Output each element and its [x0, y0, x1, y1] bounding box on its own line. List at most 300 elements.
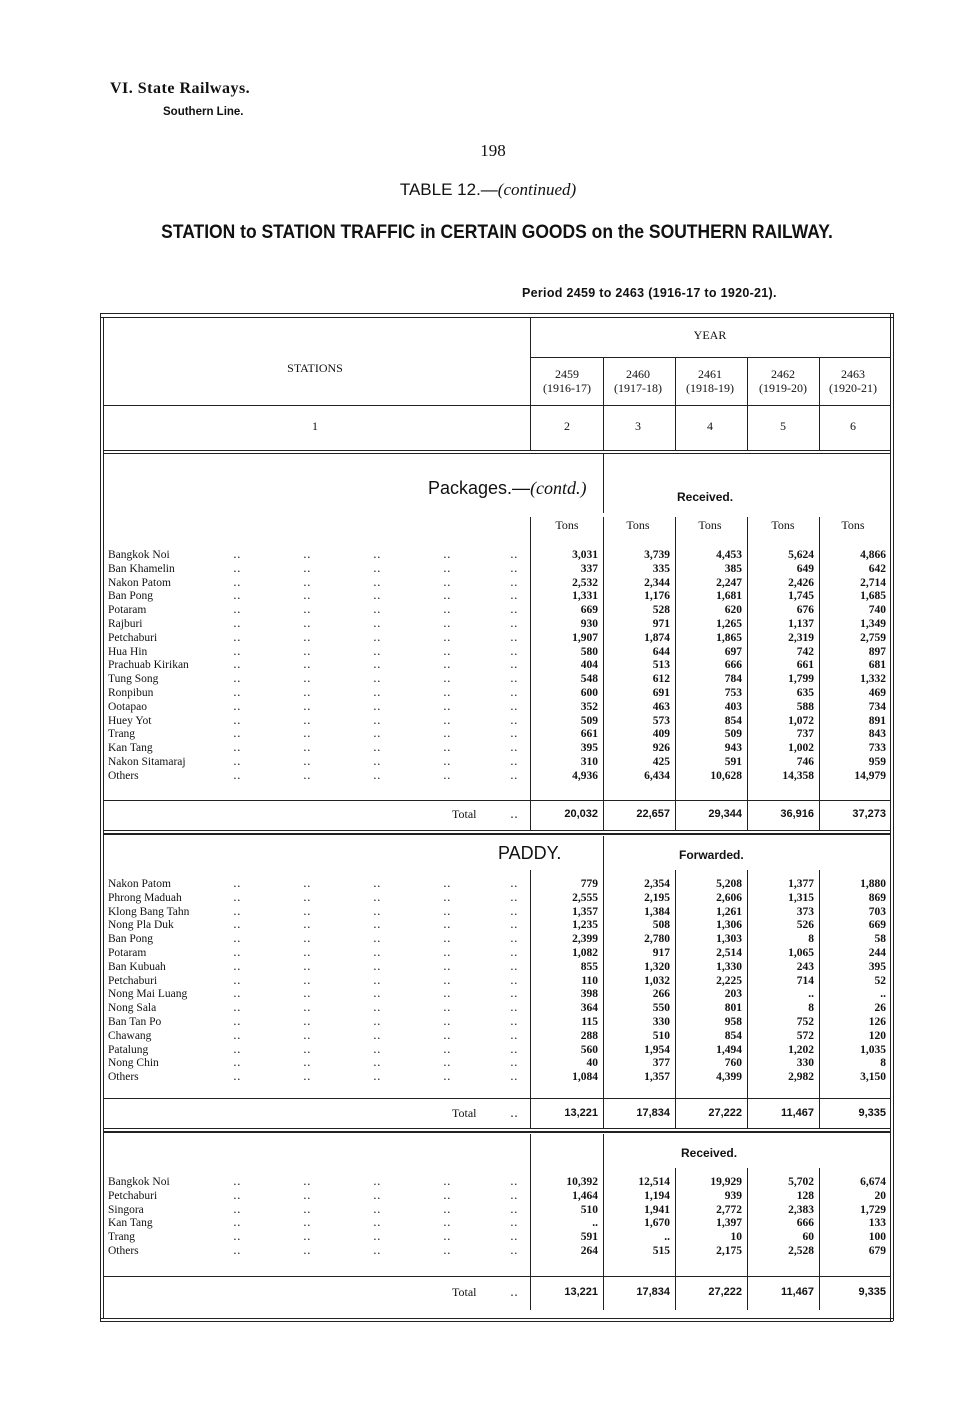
station-name: Nakon Patom — [108, 576, 171, 589]
cell-value: 2,247 — [716, 576, 742, 589]
leader-dot: ․․ — [373, 1189, 381, 1202]
leader-dot: ․․ — [303, 1203, 311, 1216]
leader-dot: ․․ — [373, 769, 381, 782]
total-dots: ․․ — [510, 1106, 519, 1120]
leader-dot: ․․ — [373, 1002, 381, 1015]
table-row — [108, 932, 898, 946]
cell-value: 4,936 — [572, 769, 598, 782]
station-name: Petchaburi — [108, 974, 158, 987]
leader-dot: ․․ — [233, 742, 241, 755]
leader-dot: ․․ — [510, 714, 518, 727]
cell-value: 580 — [580, 645, 598, 658]
cell-value: .. — [592, 1217, 598, 1230]
leader-dot: ․․ — [233, 1203, 241, 1216]
cell-value: 1,941 — [644, 1203, 670, 1216]
leader-dot: ․․ — [373, 905, 381, 918]
leader-dot: ․․ — [303, 1043, 311, 1056]
cell-value: 1,384 — [644, 905, 670, 918]
table-row — [108, 700, 898, 714]
stations-header: STATIONS — [287, 361, 343, 375]
cell-value: 801 — [724, 1002, 742, 1015]
rule-line — [100, 1321, 893, 1322]
leader-dot: ․․ — [233, 1016, 241, 1028]
leader-dot: ․․ — [303, 700, 311, 713]
cell-value: 1,261 — [716, 905, 742, 918]
leader-dot: ․․ — [510, 1002, 518, 1015]
leader-dot: ․․ — [233, 590, 241, 603]
leader-dot: ․․ — [303, 1245, 311, 1257]
cell-value: 373 — [796, 905, 814, 918]
column-line — [603, 836, 604, 870]
leader-dot: ․․ — [303, 1189, 311, 1202]
station-name: Klong Bang Tahn — [108, 905, 190, 918]
total-row — [0, 1284, 976, 1300]
leader-dot: ․․ — [303, 590, 311, 603]
subheading-forwarded: Forwarded. — [679, 848, 744, 862]
rule-line — [103, 830, 890, 831]
leader-dot: ․․ — [233, 988, 241, 1001]
leader-dot: ․․ — [510, 1217, 518, 1230]
leader-dot: ․․ — [510, 1016, 518, 1028]
leader-dot: ․․ — [373, 947, 381, 959]
cell-value: 26 — [874, 1002, 886, 1015]
total-value: 13,221 — [564, 1107, 598, 1119]
cell-value: 1,235 — [572, 919, 598, 932]
cell-value: 591 — [580, 1231, 598, 1244]
cell-value: 510 — [580, 1203, 598, 1216]
rule-line — [103, 1276, 890, 1277]
cell-value: 644 — [652, 645, 670, 658]
leader-dot: ․․ — [303, 1029, 311, 1042]
leader-dot: ․․ — [443, 631, 451, 644]
cell-value: 515 — [652, 1245, 670, 1257]
subheading-received: Received. — [677, 490, 734, 504]
leader-dot: ․․ — [443, 933, 451, 946]
total-row — [0, 806, 976, 822]
table-row — [108, 918, 898, 932]
leader-dot: ․․ — [443, 878, 451, 890]
leader-dot: ․․ — [233, 947, 241, 959]
cell-value: 264 — [580, 1245, 598, 1257]
table-title: STATION to STATION TRAFFIC in CERTAIN GOODS on the SOUTHERN RAILWAY. — [161, 222, 833, 243]
total-dots: ․․ — [510, 807, 519, 821]
leader-dot: ․․ — [233, 891, 241, 904]
leader-dot: ․․ — [443, 919, 451, 932]
cell-value: 120 — [868, 1029, 886, 1042]
leader-dot: ․․ — [303, 673, 311, 686]
table-row — [108, 603, 898, 617]
leader-dot: ․․ — [233, 728, 241, 741]
cell-value: 855 — [580, 960, 598, 973]
cell-value: 612 — [652, 673, 670, 686]
cell-value: 10 — [730, 1231, 742, 1244]
cell-value: 548 — [580, 673, 598, 686]
cell-value: 14,358 — [782, 769, 814, 782]
cell-value: 5,702 — [788, 1176, 814, 1188]
cell-value: 1,745 — [788, 590, 814, 603]
cell-value: .. — [880, 988, 886, 1001]
total-value: 20,032 — [564, 808, 598, 820]
total-value: 11,467 — [780, 1286, 814, 1298]
rule-line — [100, 317, 893, 318]
leader-dot: ․․ — [510, 974, 518, 987]
column-line — [603, 453, 604, 513]
table-row — [108, 1029, 898, 1043]
leader-dot: ․․ — [303, 728, 311, 741]
cell-value: 2,426 — [788, 576, 814, 589]
cell-value: 510 — [652, 1029, 670, 1042]
leader-dot: ․․ — [233, 700, 241, 713]
leader-dot: ․․ — [233, 1071, 241, 1084]
cell-value: 642 — [868, 562, 886, 575]
table-row — [108, 645, 898, 659]
leader-dot: ․․ — [373, 1203, 381, 1216]
cell-value: 3,031 — [572, 549, 598, 561]
cell-value: 2,514 — [716, 947, 742, 959]
station-name: Ban Pong — [108, 933, 154, 946]
leader-dot: ․․ — [303, 687, 311, 699]
leader-dot: ․․ — [443, 905, 451, 918]
year-ad: (1916-17) — [543, 381, 591, 395]
leader-dot: ․․ — [510, 1245, 518, 1257]
cell-value: 403 — [724, 700, 742, 713]
total-label: Total — [452, 1285, 477, 1299]
cell-value: 12,514 — [638, 1176, 670, 1188]
leader-dot: ․․ — [303, 1057, 311, 1070]
cell-value: 746 — [796, 756, 814, 768]
table-row — [108, 1056, 898, 1070]
cell-value: 1,315 — [788, 891, 814, 904]
leader-dot: ․․ — [303, 618, 311, 630]
cell-value: 2,780 — [644, 933, 670, 946]
total-value: 29,344 — [708, 808, 742, 820]
station-name: Nong Chin — [108, 1057, 159, 1070]
station-name: Chawang — [108, 1029, 152, 1042]
leader-dot: ․․ — [233, 905, 241, 918]
cell-value: 1,330 — [716, 960, 742, 973]
leader-dot: ․․ — [303, 769, 311, 782]
total-value: 37,273 — [852, 808, 886, 820]
leader-dot: ․․ — [373, 1231, 381, 1244]
leader-dot: ․․ — [373, 673, 381, 686]
leader-dot: ․․ — [443, 700, 451, 713]
cell-value: 669 — [580, 604, 598, 617]
table-number: TABLE 12.— — [399, 180, 498, 199]
leader-dot: ․․ — [303, 659, 311, 672]
table-row — [108, 946, 898, 960]
table-row — [108, 631, 898, 645]
cell-value: 409 — [652, 728, 670, 741]
cell-value: 395 — [868, 960, 886, 973]
leader-dot: ․․ — [233, 1231, 241, 1244]
cell-value: 52 — [874, 974, 886, 987]
cell-value: 1,865 — [716, 631, 742, 644]
station-name: Potaram — [108, 604, 147, 617]
leader-dot: ․․ — [510, 618, 518, 630]
cell-value: 395 — [580, 742, 598, 755]
total-dots: ․․ — [510, 1285, 519, 1299]
section-heading-italic: (contd.) — [530, 478, 587, 498]
cell-value: 4,399 — [716, 1071, 742, 1084]
year-be: 2461 — [698, 367, 722, 381]
section-heading-paddy: PADDY. — [498, 843, 562, 863]
cell-value: 364 — [580, 1002, 598, 1015]
total-value: 17,834 — [636, 1286, 670, 1298]
cell-value: 1,357 — [572, 905, 598, 918]
station-name: Nong Mai Luang — [108, 988, 188, 1001]
table-row — [108, 960, 898, 974]
cell-value: 3,739 — [644, 549, 670, 561]
cell-value: 509 — [724, 728, 742, 741]
cell-value: 6,674 — [860, 1176, 886, 1188]
column-number: 1 — [312, 419, 318, 433]
leader-dot: ․․ — [373, 1029, 381, 1042]
leader-dot: ․․ — [233, 769, 241, 782]
leader-dot: ․․ — [233, 714, 241, 727]
leader-dot: ․․ — [373, 659, 381, 672]
station-name: Rajburi — [108, 618, 143, 630]
cell-value: 1,464 — [572, 1189, 598, 1202]
total-label: Total — [452, 807, 477, 821]
leader-dot: ․․ — [233, 960, 241, 973]
leader-dot: ․․ — [303, 604, 311, 617]
station-name: Kan Tang — [108, 742, 153, 755]
table-row — [108, 672, 898, 686]
leader-dot: ․․ — [443, 673, 451, 686]
total-value: 9,335 — [858, 1107, 886, 1119]
leader-dot: ․․ — [443, 645, 451, 658]
leader-dot: ․․ — [510, 604, 518, 617]
cell-value: 784 — [724, 673, 742, 686]
leader-dot: ․․ — [303, 947, 311, 959]
rule-line — [103, 833, 890, 835]
total-value: 22,657 — [636, 808, 670, 820]
table-label — [0, 180, 976, 200]
cell-value: 2,319 — [788, 631, 814, 644]
cell-value: 1,137 — [788, 618, 814, 630]
total-value: 17,834 — [636, 1107, 670, 1119]
leader-dot: ․․ — [510, 1071, 518, 1084]
rule-line — [103, 800, 890, 801]
cell-value: 128 — [796, 1189, 814, 1202]
station-name: Ban Pong — [108, 590, 154, 603]
column-number: 5 — [780, 419, 786, 433]
leader-dot: ․․ — [373, 562, 381, 575]
cell-value: 100 — [868, 1231, 886, 1244]
leader-dot: ․․ — [373, 974, 381, 987]
leader-dot: ․․ — [303, 1176, 311, 1188]
leader-dot: ․․ — [510, 728, 518, 741]
column-number: 4 — [707, 419, 713, 433]
leader-dot: ․․ — [510, 562, 518, 575]
leader-dot: ․․ — [443, 1016, 451, 1028]
cell-value: 330 — [652, 1016, 670, 1028]
leader-dot: ․․ — [443, 1245, 451, 1257]
leader-dot: ․․ — [510, 919, 518, 932]
leader-dot: ․․ — [443, 659, 451, 672]
leader-dot: ․․ — [510, 673, 518, 686]
cell-value: 635 — [796, 687, 814, 699]
cell-value: 1,082 — [572, 947, 598, 959]
leader-dot: ․․ — [373, 700, 381, 713]
year-ad: (1918-19) — [686, 381, 734, 395]
cell-value: 869 — [868, 891, 886, 904]
leader-dot: ․․ — [233, 618, 241, 630]
table-row — [108, 727, 898, 741]
cell-value: 733 — [868, 742, 886, 755]
leader-dot: ․․ — [233, 631, 241, 644]
cell-value: 4,866 — [860, 549, 886, 561]
cell-value: 1,397 — [716, 1217, 742, 1230]
leader-dot: ․․ — [303, 742, 311, 755]
cell-value: 679 — [868, 1245, 886, 1257]
leader-dot: ․․ — [510, 1176, 518, 1188]
cell-value: 943 — [724, 742, 742, 755]
cell-value: 10,628 — [710, 769, 742, 782]
station-name: Phrong Maduah — [108, 891, 182, 904]
table-row — [108, 987, 898, 1001]
station-name: Bangkok Noi — [108, 549, 170, 561]
leader-dot: ․․ — [443, 947, 451, 959]
leader-dot: ․․ — [373, 891, 381, 904]
cell-value: 1,954 — [644, 1043, 670, 1056]
cell-value: 2,195 — [644, 891, 670, 904]
table-row — [108, 562, 898, 576]
leader-dot: ․․ — [510, 1029, 518, 1042]
cell-value: 560 — [580, 1043, 598, 1056]
cell-value: 666 — [724, 659, 742, 672]
leader-dot: ․․ — [443, 1189, 451, 1202]
cell-value: 1,303 — [716, 933, 742, 946]
cell-value: 5,208 — [716, 878, 742, 890]
table-row — [108, 769, 898, 783]
station-name: Nong Pla Duk — [108, 919, 174, 932]
cell-value: 2,532 — [572, 576, 598, 589]
cell-value: 337 — [580, 562, 598, 575]
cell-value: 1,685 — [860, 590, 886, 603]
total-value: 13,221 — [564, 1286, 598, 1298]
station-name: Petchaburi — [108, 1189, 158, 1202]
rule-line — [100, 1318, 893, 1319]
station-name: Ban Tan Po — [108, 1016, 162, 1028]
leader-dot: ․․ — [510, 1043, 518, 1056]
cell-value: 2,528 — [788, 1245, 814, 1257]
leader-dot: ․․ — [233, 659, 241, 672]
leader-dot: ․․ — [303, 1217, 311, 1230]
rule-line — [530, 357, 890, 358]
cell-value: 508 — [652, 919, 670, 932]
station-name: Others — [108, 1245, 139, 1257]
cell-value: 1,729 — [860, 1203, 886, 1216]
leader-dot: ․․ — [373, 742, 381, 755]
station-name: Trang — [108, 1231, 136, 1244]
cell-value: 513 — [652, 659, 670, 672]
unit-label: Tons — [626, 518, 650, 532]
cell-value: 6,434 — [644, 769, 670, 782]
station-name: Trang — [108, 728, 136, 741]
leader-dot: ․․ — [510, 687, 518, 699]
leader-dot: ․․ — [233, 576, 241, 589]
leader-dot: ․․ — [303, 562, 311, 575]
leader-dot: ․․ — [443, 974, 451, 987]
leader-dot: ․․ — [443, 742, 451, 755]
total-label: Total — [452, 1106, 477, 1120]
cell-value: 509 — [580, 714, 598, 727]
leader-dot: ․․ — [373, 1057, 381, 1070]
leader-dot: ․․ — [233, 562, 241, 575]
table-row — [108, 548, 898, 562]
cell-value: 2,399 — [572, 933, 598, 946]
cell-value: 10,392 — [566, 1176, 598, 1188]
cell-value: 971 — [652, 618, 670, 630]
subheading-received: Received. — [681, 1146, 738, 1160]
cell-value: 404 — [580, 659, 598, 672]
cell-value: 115 — [581, 1016, 598, 1028]
leader-dot: ․․ — [510, 947, 518, 959]
total-row — [0, 1105, 976, 1121]
cell-value: 666 — [796, 1217, 814, 1230]
leader-dot: ․․ — [233, 974, 241, 987]
cell-value: 740 — [868, 604, 886, 617]
cell-value: 550 — [652, 1002, 670, 1015]
cell-value: 1,072 — [788, 714, 814, 727]
leader-dot: ․․ — [510, 549, 518, 561]
cell-value: 425 — [652, 756, 670, 768]
leader-dot: ․․ — [443, 1176, 451, 1188]
station-name: Others — [108, 769, 139, 782]
cell-value: 714 — [796, 974, 814, 987]
year-ad: (1917-18) — [614, 381, 662, 395]
leader-dot: ․․ — [233, 604, 241, 617]
cell-value: 939 — [724, 1189, 742, 1202]
total-value: 27,222 — [708, 1107, 742, 1119]
leader-dot: ․․ — [443, 1057, 451, 1070]
cell-value: 398 — [580, 988, 598, 1001]
leader-dot: ․․ — [233, 1189, 241, 1202]
leader-dot: ․․ — [510, 645, 518, 658]
table-row — [108, 1070, 898, 1084]
leader-dot: ․․ — [373, 631, 381, 644]
station-name: Ban Kubuah — [108, 960, 166, 973]
cell-value: 1,202 — [788, 1043, 814, 1056]
leader-dot: ․․ — [443, 1043, 451, 1056]
station-name: Singora — [108, 1203, 144, 1216]
cell-value: 930 — [580, 618, 598, 630]
total-value: 36,916 — [780, 808, 814, 820]
station-name: Kan Tang — [108, 1217, 153, 1230]
table-row — [108, 1216, 898, 1230]
leader-dot: ․․ — [373, 933, 381, 946]
leader-dot: ․․ — [443, 769, 451, 782]
leader-dot: ․․ — [373, 728, 381, 741]
station-name: Ronpibun — [108, 687, 154, 699]
unit-label: Tons — [841, 518, 865, 532]
leader-dot: ․․ — [303, 919, 311, 932]
leader-dot: ․․ — [233, 1217, 241, 1230]
cell-value: 1,332 — [860, 673, 886, 686]
rule-line — [103, 405, 890, 406]
leader-dot: ․․ — [303, 1016, 311, 1028]
cell-value: 377 — [652, 1057, 670, 1070]
leader-dot: ․․ — [233, 878, 241, 890]
cell-value: 330 — [796, 1057, 814, 1070]
cell-value: 897 — [868, 645, 886, 658]
leader-dot: ․․ — [303, 988, 311, 1001]
cell-value: 737 — [796, 728, 814, 741]
leader-dot: ․․ — [373, 919, 381, 932]
leader-dot: ․․ — [443, 1217, 451, 1230]
leader-dot: ․․ — [443, 1002, 451, 1015]
